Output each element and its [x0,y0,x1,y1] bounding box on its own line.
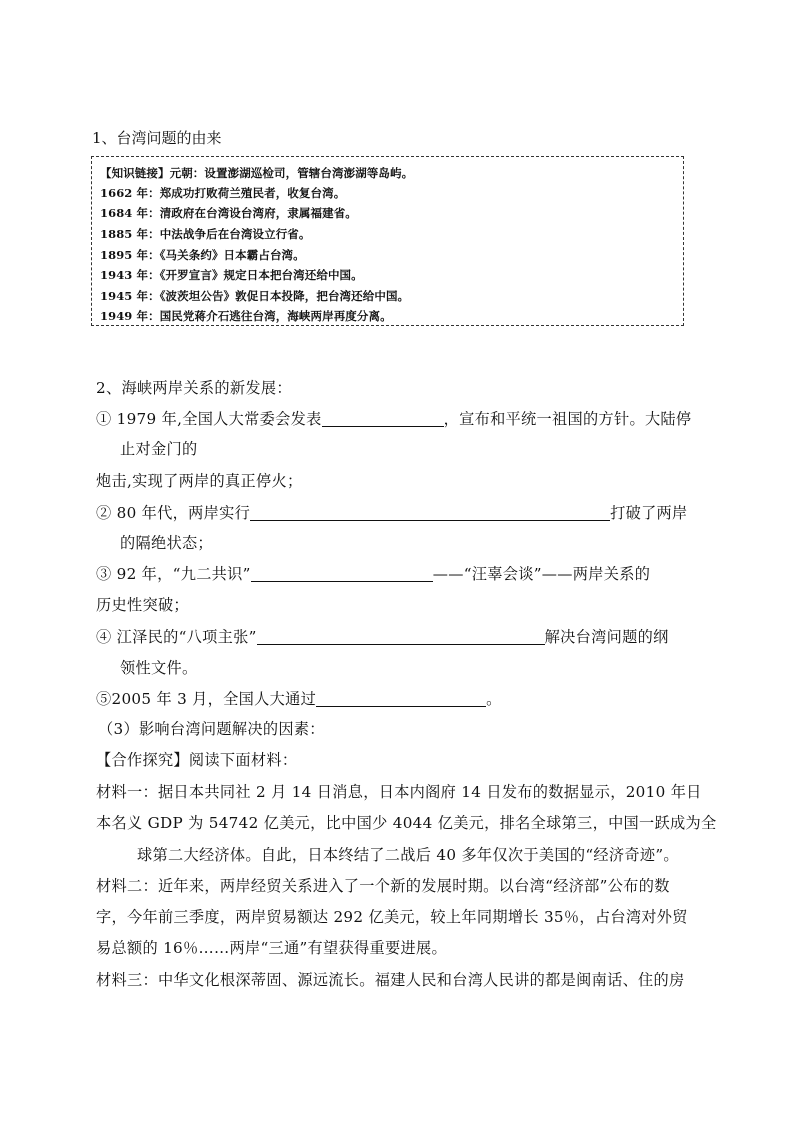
fill-blank-2[interactable] [250,505,610,521]
fill-blank-3[interactable] [251,566,433,582]
knowledge-line: 【知识链接】元朝：设置澎湖巡检司，管辖台湾澎湖等岛屿。 [100,166,414,180]
item3-text-cont: ——“汪辜会谈”——两岸关系的 [432,565,651,583]
material2-line: 易总额的 16％……两岸“三通”有望获得重要进展。 [96,939,447,957]
item2-text: ② 80 年代，两岸实行 [96,504,251,522]
material2-line: 字，今年前三季度，两岸贸易额达 292 亿美元，较上年同期增长 35％，占台湾对外贸 [96,908,688,926]
fill-blank-4[interactable] [257,629,545,645]
item4-line2: 领性文件。 [120,659,198,677]
knowledge-line: 1662 年：郑成功打败荷兰殖民者，收复台湾。 [100,186,346,200]
item2-line [96,502,688,523]
material1-line: 本名义 GDP 为 54742 亿美元，比中国少 4044 亿美元，排名全球第三，中国一跃成为全 [96,814,717,832]
item2-text-cont: 打破了两岸 [610,504,688,522]
item1-line [96,408,691,429]
item5-text-cont: 。 [486,690,502,708]
material3-line: 材料三：中华文化根深蒂固、源远流长。福建人民和台湾人民讲的都是闽南话、住的房 [96,971,685,989]
item4-line [96,626,669,647]
knowledge-line: 1895 年：《马关条约》日本霸占台湾。 [100,248,305,262]
knowledge-link-box [91,156,684,326]
item3-line [96,563,650,584]
fill-blank-5[interactable] [316,691,486,707]
knowledge-line: 1684 年：清政府在台湾设台湾府，隶属福建省。 [100,206,357,220]
knowledge-line: 1945 年：《波茨坦公告》敦促日本投降，把台湾还给中国。 [100,289,410,303]
material2-line: 材料二：近年来，两岸经贸关系进入了一个新的发展时期。以台湾“经济部”公布的数 [96,877,670,895]
item4-text: ④ 江泽民的“八项主张” [96,628,257,646]
fill-blank-1[interactable] [322,411,444,427]
item2-line2: 的隔绝状态； [120,534,213,552]
item5-line [96,688,502,709]
sub-heading-3: （3）影响台湾问题解决的因素： [98,720,325,738]
material1-line: 球第二大经济体。自此，日本终结了二战后 40 多年仅次于美国的“经济奇迹”。 [137,846,679,864]
item4-text-cont: 解决台湾问题的纲 [544,628,669,646]
item1-text-cont: ，宣布和平统一祖国的方针。大陆停 [443,410,692,428]
item1-line3: 炮击,实现了两岸的真正停火； [96,472,303,490]
section1-heading: 1、台湾问题的由来 [92,129,222,147]
material1-line: 材料一：据日本共同社 2 月 14 日消息，日本内阁府 14 日发布的数据显示，2010 年日 [96,783,702,801]
section2-heading: 2、海峡两岸关系的新发展： [96,379,292,397]
item3-line2: 历史性突破； [96,596,189,614]
item5-text: ⑤2005 年 3 月，全国人大通过 [96,690,317,708]
item3-text: ③ 92 年，“九二共识” [96,565,251,583]
item1-text: ① 1979 年,全国人大常委会发表 [96,410,322,428]
knowledge-line: 1949 年：国民党蒋介石逃往台湾，海峡两岸再度分离。 [100,309,392,323]
knowledge-line: 1943 年：《开罗宣言》规定日本把台湾还给中国。 [100,268,363,282]
explore-heading: 【合作探究】阅读下面材料： [96,751,298,769]
knowledge-line: 1885 年：中法战争后在台湾设立行省。 [100,227,311,241]
item1-line2: 止对金门的 [120,440,198,458]
